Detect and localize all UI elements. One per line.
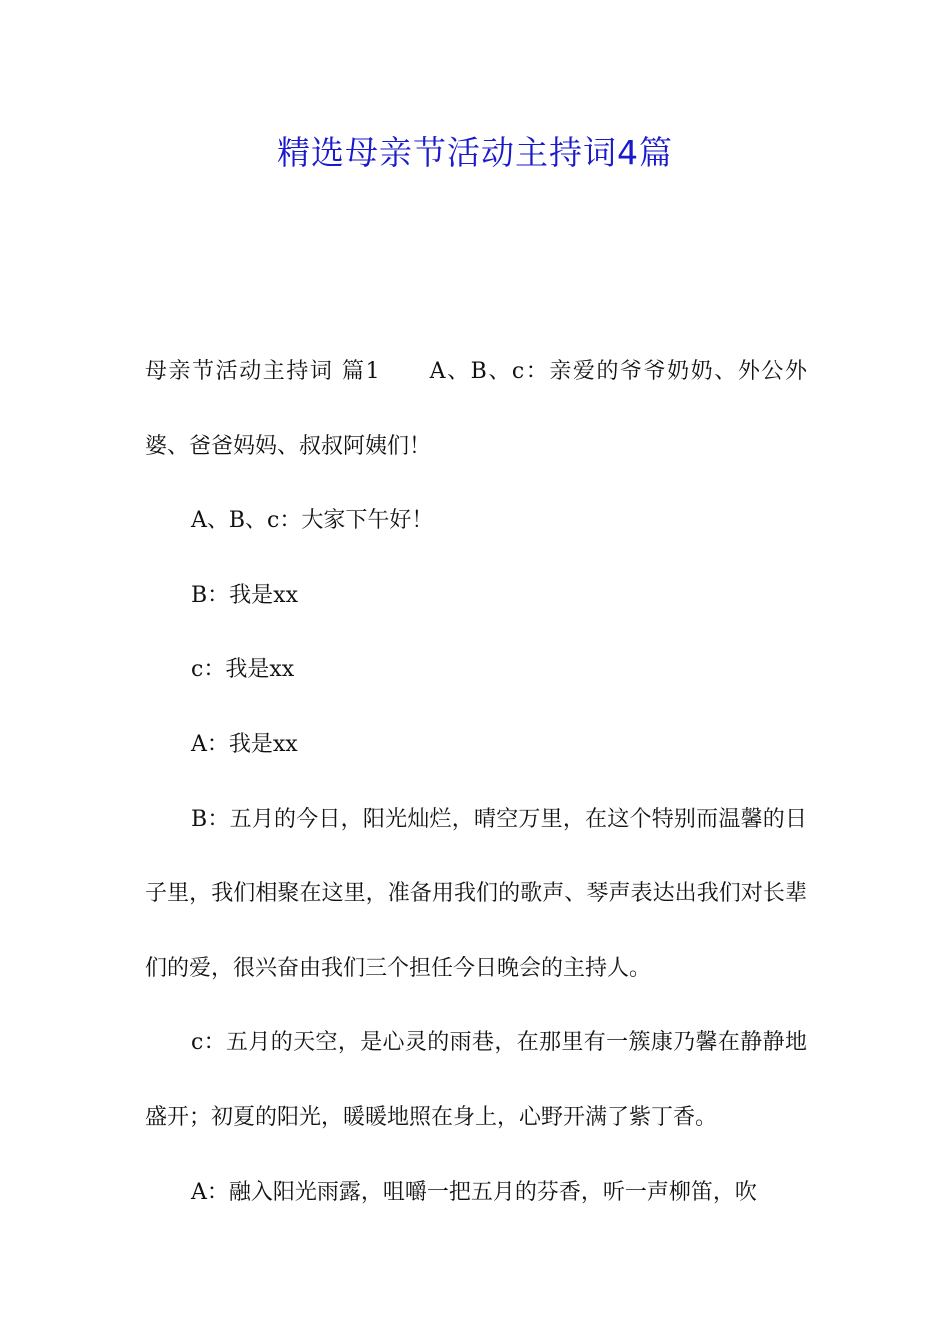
section-heading: 母亲节活动主持词 篇1 [145, 359, 380, 384]
paragraph-3: B：我是xx [191, 582, 298, 608]
paragraph-5: A：我是xx [191, 731, 298, 757]
paragraph-8: A：融入阳光雨露，咀嚼一把五月的芬香，听一声柳笛，吹 [191, 1179, 757, 1205]
paragraph-6: B：五月的今日，阳光灿烂，晴空万里，在这个特别而温馨的日子里，我们相聚在这里，准备用我们的歌声、琴声表达出我们对长辈们的爱，很兴奋由我们三个担任今日晚会的主持人。 [145, 806, 807, 981]
paragraph-1-text: A、B、c：亲爱的爷爷奶奶、外公外婆、爸爸妈妈、叔叔阿姨们！ [145, 359, 807, 459]
paragraph-1 [145, 335, 807, 484]
paragraph-7: c：五月的天空，是心灵的雨巷，在那里有一簇康乃馨在静静地盛开；初夏的阳光，暖暖地照在身上，心野开满了紫丁香。 [145, 1030, 807, 1130]
paragraph-2: A、B、c：大家下午好！ [191, 508, 434, 534]
document-body [145, 335, 807, 1230]
document-title: 精选母亲节活动主持词4篇 [277, 133, 673, 172]
paragraph-4: c：我是xx [191, 657, 295, 683]
